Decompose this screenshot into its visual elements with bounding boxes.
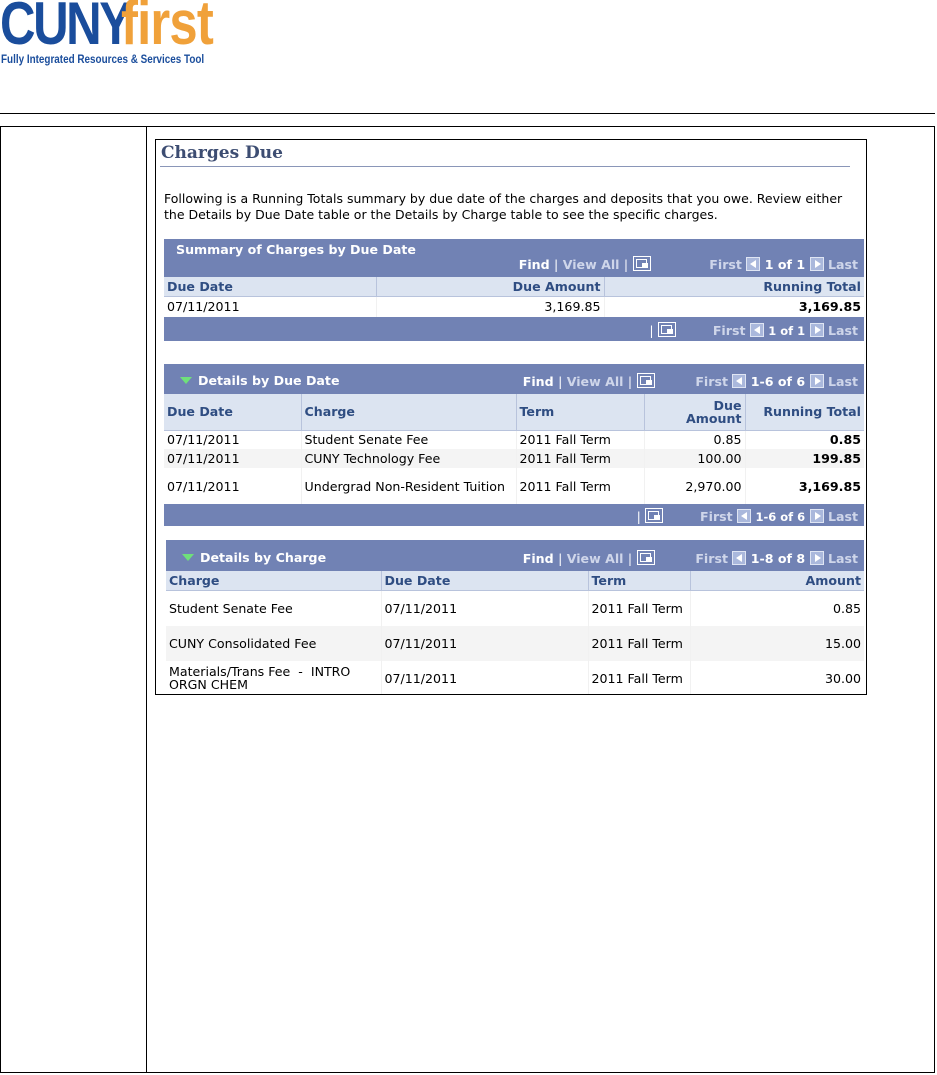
row-range: 1-6 of 6 bbox=[755, 510, 806, 524]
details-charge-grid-header bbox=[166, 540, 864, 571]
cell-running-total: 0.85 bbox=[745, 430, 864, 449]
find-link[interactable]: Find bbox=[522, 374, 554, 389]
collapse-triangle-icon bbox=[180, 377, 192, 384]
find-link[interactable]: Find bbox=[518, 257, 550, 272]
details-by-due-date-table bbox=[164, 394, 864, 504]
column-header-due-date[interactable]: Due Date bbox=[381, 571, 588, 591]
last-link[interactable]: Last bbox=[827, 322, 858, 338]
cell-amount: 15.00 bbox=[690, 626, 864, 661]
cell-charge: Student Senate Fee bbox=[301, 430, 516, 449]
logo-first-text: first bbox=[121, 0, 213, 58]
cell-due-date: 07/11/2011 bbox=[381, 626, 588, 661]
cell-charge: CUNY Technology Fee bbox=[301, 449, 516, 468]
first-link[interactable]: First bbox=[712, 322, 746, 338]
cell-due-amount: 0.85 bbox=[644, 430, 745, 449]
table-row bbox=[166, 626, 864, 661]
first-link[interactable]: First bbox=[700, 509, 733, 524]
details-by-charge-table bbox=[166, 571, 864, 695]
download-grid-icon[interactable] bbox=[633, 256, 651, 271]
last-link[interactable]: Last bbox=[827, 374, 858, 389]
summary-grid-header bbox=[164, 239, 864, 277]
download-grid-icon[interactable] bbox=[658, 322, 676, 337]
column-header-due-amount[interactable]: Due Amount bbox=[376, 277, 604, 297]
logo-cuny-text: CUNY bbox=[0, 0, 130, 57]
page-title: Charges Due bbox=[161, 143, 283, 163]
table-row bbox=[164, 430, 864, 449]
table-row bbox=[166, 591, 864, 626]
summary-table bbox=[164, 277, 864, 317]
cell-due-date: 07/11/2011 bbox=[167, 299, 240, 315]
cell-running-total: 3,169.85 bbox=[745, 468, 864, 504]
cell-charge: Materials/Trans Fee - INTRO ORGN CHEM bbox=[169, 664, 355, 692]
cell-due-amount: 100.00 bbox=[644, 449, 745, 468]
download-grid-icon[interactable] bbox=[637, 373, 655, 388]
previous-arrow-icon[interactable] bbox=[750, 323, 764, 337]
row-range: 1-6 of 6 bbox=[750, 374, 806, 389]
details-charge-title-text: Details by Charge bbox=[200, 550, 327, 565]
table-row bbox=[166, 661, 864, 696]
details-due-grid-footer bbox=[164, 504, 864, 526]
cell-term: 2011 Fall Term bbox=[588, 626, 690, 661]
details-due-footer-nav bbox=[637, 508, 858, 524]
last-link[interactable]: Last bbox=[827, 509, 858, 524]
table-row bbox=[164, 297, 864, 317]
cell-term: 2011 Fall Term bbox=[516, 430, 644, 449]
details-due-grid-nav bbox=[523, 373, 858, 389]
cell-due-amount: 3,169.85 bbox=[376, 297, 604, 317]
table-row bbox=[164, 449, 864, 468]
column-header-running-total[interactable]: Running Total bbox=[745, 394, 864, 430]
nav-separator: | bbox=[649, 322, 654, 338]
cell-term: 2011 Fall Term bbox=[588, 591, 690, 626]
nav-separator: | bbox=[623, 257, 629, 272]
nav-separator: | bbox=[627, 551, 633, 566]
column-header-charge[interactable]: Charge bbox=[166, 571, 381, 591]
cell-term: 2011 Fall Term bbox=[516, 468, 644, 504]
nav-separator: | bbox=[554, 257, 559, 272]
cell-due-date: 07/11/2011 bbox=[167, 432, 240, 448]
details-due-grid-header bbox=[164, 364, 864, 394]
charges-due-screenshot bbox=[155, 139, 867, 695]
view-all-link[interactable]: View All bbox=[566, 551, 624, 566]
download-grid-icon[interactable] bbox=[645, 508, 663, 523]
previous-arrow-icon[interactable] bbox=[732, 551, 746, 565]
column-header-due-date[interactable]: Due Date bbox=[164, 277, 376, 297]
row-range: 1 of 1 bbox=[768, 323, 806, 338]
summary-grid bbox=[164, 239, 864, 341]
cell-due-date: 07/11/2011 bbox=[381, 591, 588, 626]
last-link[interactable]: Last bbox=[827, 257, 858, 272]
row-range: 1-8 of 8 bbox=[750, 551, 806, 566]
details-charge-grid-nav bbox=[523, 550, 858, 566]
summary-grid-footer bbox=[164, 317, 864, 341]
nav-separator: | bbox=[636, 509, 641, 524]
next-arrow-icon[interactable] bbox=[810, 509, 824, 523]
cell-due-amount: 2,970.00 bbox=[644, 468, 745, 504]
next-arrow-icon[interactable] bbox=[810, 374, 824, 388]
intro-text: Following is a Running Totals summary by due date of the charges and deposits that you owe. Review either the Details by Due Date table or the Details by Charge table to see the specific charges. bbox=[164, 191, 843, 222]
previous-arrow-icon[interactable] bbox=[746, 257, 760, 271]
find-link[interactable]: Find bbox=[522, 551, 554, 566]
column-header-term[interactable]: Term bbox=[516, 394, 644, 430]
column-header-due-amount[interactable]: Due Amount bbox=[644, 394, 745, 430]
first-link[interactable]: First bbox=[695, 374, 728, 389]
next-arrow-icon[interactable] bbox=[810, 257, 824, 271]
download-grid-icon[interactable] bbox=[637, 550, 655, 565]
cell-term: 2011 Fall Term bbox=[588, 661, 690, 696]
nav-separator: | bbox=[558, 551, 563, 566]
cell-amount: 30.00 bbox=[690, 661, 864, 696]
table-row bbox=[164, 468, 864, 504]
column-header-running-total[interactable]: Running Total bbox=[604, 277, 864, 297]
first-link[interactable]: First bbox=[709, 257, 742, 272]
cell-charge: Undergrad Non-Resident Tuition bbox=[301, 468, 516, 504]
nav-separator: | bbox=[558, 374, 563, 389]
view-all-link[interactable]: View All bbox=[562, 257, 620, 272]
cell-amount: 0.85 bbox=[690, 591, 864, 626]
header-divider bbox=[0, 113, 935, 114]
nav-separator: | bbox=[627, 374, 633, 389]
cell-due-date: 07/11/2011 bbox=[167, 478, 240, 494]
cell-due-date: 07/11/2011 bbox=[381, 661, 588, 696]
column-header-amount[interactable]: Amount bbox=[690, 571, 864, 591]
next-arrow-icon[interactable] bbox=[810, 323, 824, 337]
cell-running-total: 199.85 bbox=[745, 449, 864, 468]
details-by-due-date-grid bbox=[164, 364, 864, 526]
previous-arrow-icon[interactable] bbox=[737, 509, 751, 523]
column-header-charge[interactable]: Charge bbox=[301, 394, 516, 430]
cell-charge: Student Senate Fee bbox=[169, 600, 293, 616]
cell-term: 2011 Fall Term bbox=[516, 449, 644, 468]
summary-grid-nav bbox=[519, 256, 858, 272]
row-range: 1 of 1 bbox=[764, 257, 806, 272]
summary-footer-nav bbox=[649, 322, 858, 338]
details-due-grid-title[interactable] bbox=[180, 373, 340, 388]
cell-due-date: 07/11/2011 bbox=[164, 449, 301, 468]
document-column-divider bbox=[146, 127, 147, 1072]
collapse-triangle-icon bbox=[182, 554, 194, 561]
view-all-link[interactable]: View All bbox=[566, 374, 624, 389]
last-link[interactable]: Last bbox=[827, 551, 858, 566]
column-header-due-date[interactable]: Due Date bbox=[164, 394, 301, 430]
column-header-term[interactable]: Term bbox=[588, 571, 690, 591]
next-arrow-icon[interactable] bbox=[810, 551, 824, 565]
title-rule bbox=[160, 166, 850, 167]
cell-running-total: 3,169.85 bbox=[604, 297, 864, 317]
first-link[interactable]: First bbox=[695, 551, 728, 566]
details-by-charge-grid bbox=[166, 540, 864, 695]
cunyfirst-logo bbox=[0, 0, 240, 72]
previous-arrow-icon[interactable] bbox=[732, 374, 746, 388]
details-due-title-text: Details by Due Date bbox=[198, 373, 340, 388]
cell-charge: CUNY Consolidated Fee bbox=[166, 626, 381, 661]
logo-tagline: Fully Integrated Resources & Services Tool bbox=[1, 54, 205, 66]
details-charge-grid-title[interactable] bbox=[182, 550, 326, 565]
summary-grid-title: Summary of Charges by Due Date bbox=[176, 242, 416, 257]
